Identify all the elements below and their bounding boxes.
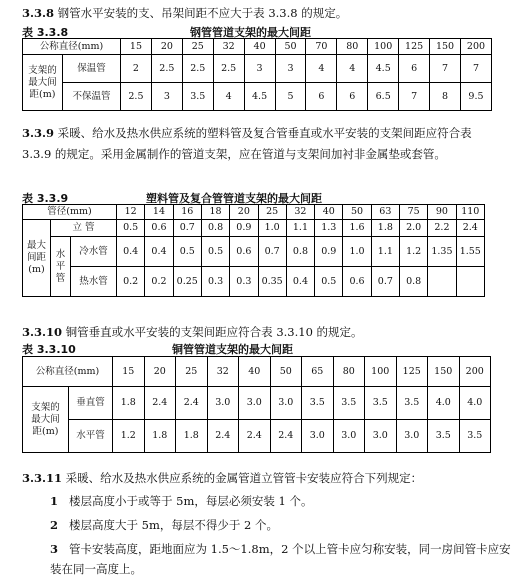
table-cell: 2.2 xyxy=(428,220,456,237)
table-cell: 0.4 xyxy=(286,267,314,297)
header-cell: 200 xyxy=(460,39,491,55)
table-caption-3-3-8 xyxy=(22,24,512,38)
table-cell: 3.0 xyxy=(239,387,271,420)
list-item: 2 楼层高度大于 5m，每层不得少于 2 个。 xyxy=(50,518,278,532)
table-cell: 2.4 xyxy=(176,387,208,420)
table-cell: 3.5 xyxy=(333,387,365,420)
clause-3-3-10 xyxy=(22,322,512,343)
table-cell: 3 xyxy=(151,83,182,111)
table-row xyxy=(23,420,491,453)
clause-number: 3.3.9 xyxy=(22,126,55,140)
table-cell: 0.2 xyxy=(145,267,173,297)
table-number: 表 3.3.10 xyxy=(22,343,76,356)
table-row xyxy=(23,220,485,237)
table-cell: 8 xyxy=(430,83,461,111)
header-cell: 12 xyxy=(117,205,145,220)
header-cell: 50 xyxy=(275,39,306,55)
table-number: 表 3.3.9 xyxy=(22,192,69,205)
clause-3-3-11 xyxy=(22,468,512,489)
row-group-label: 最大 间距 (m) xyxy=(23,220,51,297)
table-cell: 3.0 xyxy=(207,387,239,420)
header-cell: 40 xyxy=(239,357,271,387)
row-group-label: 支架的 最大间 距(m) xyxy=(23,55,63,111)
table-cell: 0.9 xyxy=(230,220,258,237)
row-label: 立 管 xyxy=(51,220,117,237)
table-cell: 0.4 xyxy=(117,237,145,267)
table-cell: 2.4 xyxy=(144,387,176,420)
table-cell: 0.5 xyxy=(201,237,229,267)
header-cell: 15 xyxy=(113,357,145,387)
row-label: 保温管 xyxy=(63,55,121,83)
table-cell: 6 xyxy=(306,83,337,111)
clause-3-3-8 xyxy=(22,3,512,24)
header-cell: 65 xyxy=(302,357,334,387)
header-cell: 125 xyxy=(399,39,430,55)
table-cell: 3.5 xyxy=(459,420,491,453)
table-row xyxy=(23,237,485,267)
row-label: 冷水管 xyxy=(71,237,117,267)
table-cell: 2.4 xyxy=(207,420,239,453)
header-cell: 150 xyxy=(428,357,460,387)
header-cell: 25 xyxy=(182,39,213,55)
header-cell: 20 xyxy=(151,39,182,55)
table-cell: 4.0 xyxy=(428,387,460,420)
table-cell: 0.9 xyxy=(315,237,343,267)
table-cell: 6.5 xyxy=(368,83,399,111)
table-3-3-8 xyxy=(22,38,492,111)
table-3-3-10 xyxy=(22,356,491,453)
header-cell: 40 xyxy=(315,205,343,220)
table-cell: 1.55 xyxy=(456,237,484,267)
table-cell: 2 xyxy=(121,55,152,83)
row-label: 不保温管 xyxy=(63,83,121,111)
header-cell: 63 xyxy=(371,205,399,220)
header-cell: 80 xyxy=(337,39,368,55)
table-cell: 2.5 xyxy=(182,55,213,83)
table-cell: 0.7 xyxy=(258,237,286,267)
header-cell: 公称直径(mm) xyxy=(23,357,113,387)
table-cell: 6 xyxy=(399,55,430,83)
table-cell: 4 xyxy=(337,55,368,83)
header-cell: 100 xyxy=(368,39,399,55)
header-cell: 150 xyxy=(430,39,461,55)
table-cell: 1.8 xyxy=(144,420,176,453)
table-row xyxy=(23,205,485,220)
table-cell: 1.0 xyxy=(258,220,286,237)
clause-text: 钢管水平安装的支、吊架间距不应大于表 3.3.8 的规定。 xyxy=(57,6,348,20)
header-cell: 70 xyxy=(306,39,337,55)
table-cell: 0.5 xyxy=(173,237,201,267)
table-cell: 1.8 xyxy=(113,387,145,420)
table-cell: 2.4 xyxy=(456,220,484,237)
table-cell: 1.1 xyxy=(286,220,314,237)
table-cell: 6 xyxy=(337,83,368,111)
table-cell: 0.8 xyxy=(286,237,314,267)
header-cell: 25 xyxy=(176,357,208,387)
header-cell: 110 xyxy=(456,205,484,220)
header-cell: 125 xyxy=(396,357,428,387)
table-cell: 0.8 xyxy=(201,220,229,237)
table-cell: 0.2 xyxy=(117,267,145,297)
table-cell: 4.5 xyxy=(244,83,275,111)
table-number: 表 3.3.8 xyxy=(22,26,69,39)
table-cell: 7 xyxy=(460,55,491,83)
table-cell: 3.5 xyxy=(428,420,460,453)
table-cell: 9.5 xyxy=(460,83,491,111)
table-cell: 0.6 xyxy=(230,237,258,267)
clause-number: 3.3.11 xyxy=(22,471,63,485)
table-3-3-9 xyxy=(22,204,485,297)
header-cell: 200 xyxy=(459,357,491,387)
table-cell: 0.4 xyxy=(145,237,173,267)
table-cell: 1.3 xyxy=(315,220,343,237)
table-cell: 0.6 xyxy=(343,267,371,297)
table-cell: 3.0 xyxy=(333,420,365,453)
table-cell: 0.25 xyxy=(173,267,201,297)
table-cell: 0.6 xyxy=(145,220,173,237)
header-cell: 18 xyxy=(201,205,229,220)
table-cell: 2.5 xyxy=(213,55,244,83)
table-cell: 1.6 xyxy=(343,220,371,237)
header-cell: 20 xyxy=(144,357,176,387)
row-label: 水平管 xyxy=(69,420,113,453)
clause-text: 铜管垂直或水平安装的支架间距应符合表 3.3.10 的规定。 xyxy=(65,325,363,339)
table-caption-3-3-10 xyxy=(22,341,512,355)
table-cell: 1.2 xyxy=(113,420,145,453)
list-item: 1 楼层高度小于或等于 5m，每层必须安装 1 个。 xyxy=(50,494,313,508)
table-cell: 3.0 xyxy=(365,420,397,453)
header-cell: 16 xyxy=(173,205,201,220)
table-cell: 2.5 xyxy=(151,55,182,83)
table-cell: 4.0 xyxy=(459,387,491,420)
table-cell: 3.0 xyxy=(270,387,302,420)
header-cell: 20 xyxy=(230,205,258,220)
table-cell xyxy=(428,267,456,297)
clause-3-3-9 xyxy=(22,123,500,165)
header-cell: 32 xyxy=(286,205,314,220)
clause-text: 采暖、给水及热水供应系统的塑料管及复合管垂直或水平安装的支架间距应符合表 3.3.9 的规定。采用金属制作的管道支架，应在管道与支架间加衬非金属垫或套管。 xyxy=(22,126,472,161)
table-cell xyxy=(456,267,484,297)
table-cell: 0.3 xyxy=(201,267,229,297)
header-cell: 80 xyxy=(333,357,365,387)
table-cell: 1.1 xyxy=(371,237,399,267)
header-cell: 90 xyxy=(428,205,456,220)
header-cell: 75 xyxy=(399,205,427,220)
table-cell: 7 xyxy=(399,83,430,111)
table-cell: 3 xyxy=(244,55,275,83)
table-cell: 7 xyxy=(430,55,461,83)
header-cell: 公称直径(mm) xyxy=(23,39,121,55)
table-row xyxy=(23,357,491,387)
table-cell: 3.5 xyxy=(365,387,397,420)
clause-text: 采暖、给水及热水供应系统的金属管道立管管卡安装应符合下列规定： xyxy=(65,471,423,485)
header-cell: 50 xyxy=(343,205,371,220)
header-cell: 25 xyxy=(258,205,286,220)
table-title: 钢管管道支架的最大间距 xyxy=(190,26,311,39)
clause-number: 3.3.10 xyxy=(22,325,63,339)
table-cell: 0.5 xyxy=(117,220,145,237)
clause-number: 3.3.8 xyxy=(22,6,55,20)
table-cell: 4 xyxy=(213,83,244,111)
table-cell: 2.0 xyxy=(399,220,427,237)
table-cell: 0.7 xyxy=(173,220,201,237)
row-label: 垂直管 xyxy=(69,387,113,420)
header-cell: 100 xyxy=(365,357,397,387)
table-cell: 3.5 xyxy=(396,387,428,420)
table-row xyxy=(23,387,491,420)
table-cell: 1.8 xyxy=(371,220,399,237)
table-cell: 0.3 xyxy=(230,267,258,297)
table-cell: 1.2 xyxy=(399,237,427,267)
table-cell: 1.0 xyxy=(343,237,371,267)
header-cell: 15 xyxy=(121,39,152,55)
header-cell: 14 xyxy=(145,205,173,220)
table-row xyxy=(23,39,492,55)
table-row xyxy=(23,267,485,297)
table-cell: 0.35 xyxy=(258,267,286,297)
header-cell: 40 xyxy=(244,39,275,55)
table-cell: 3.5 xyxy=(302,387,334,420)
table-title: 铜管管道支架的最大间距 xyxy=(172,343,293,356)
row-subgroup-label: 水 平 管 xyxy=(51,237,71,297)
table-cell: 5 xyxy=(275,83,306,111)
header-cell: 管径(mm) xyxy=(23,205,117,220)
table-row xyxy=(23,55,492,83)
table-cell: 1.8 xyxy=(176,420,208,453)
row-label: 热水管 xyxy=(71,267,117,297)
list-item: 3 管卡安装高度，距地面应为 1.5～1.8m，2 个以上管卡应匀称安装，同一房间管卡应安装在同一高度上。 xyxy=(50,542,511,576)
table-cell: 0.7 xyxy=(371,267,399,297)
table-caption-3-3-9 xyxy=(22,190,512,204)
table-row xyxy=(23,83,492,111)
table-title: 塑料管及复合管管道支架的最大间距 xyxy=(146,192,322,205)
clause-items xyxy=(50,489,512,579)
table-cell: 4 xyxy=(306,55,337,83)
header-cell: 50 xyxy=(270,357,302,387)
header-cell: 32 xyxy=(207,357,239,387)
table-cell: 3 xyxy=(275,55,306,83)
table-cell: 0.5 xyxy=(315,267,343,297)
table-cell: 3.0 xyxy=(302,420,334,453)
table-cell: 2.4 xyxy=(270,420,302,453)
table-cell: 3.0 xyxy=(396,420,428,453)
table-cell: 4.5 xyxy=(368,55,399,83)
table-cell: 2.4 xyxy=(239,420,271,453)
table-cell: 3.5 xyxy=(182,83,213,111)
table-cell: 0.8 xyxy=(399,267,427,297)
header-cell: 32 xyxy=(213,39,244,55)
table-cell: 1.35 xyxy=(428,237,456,267)
row-group-label: 支架的 最大间 距(m) xyxy=(23,387,69,453)
table-cell: 2.5 xyxy=(121,83,152,111)
